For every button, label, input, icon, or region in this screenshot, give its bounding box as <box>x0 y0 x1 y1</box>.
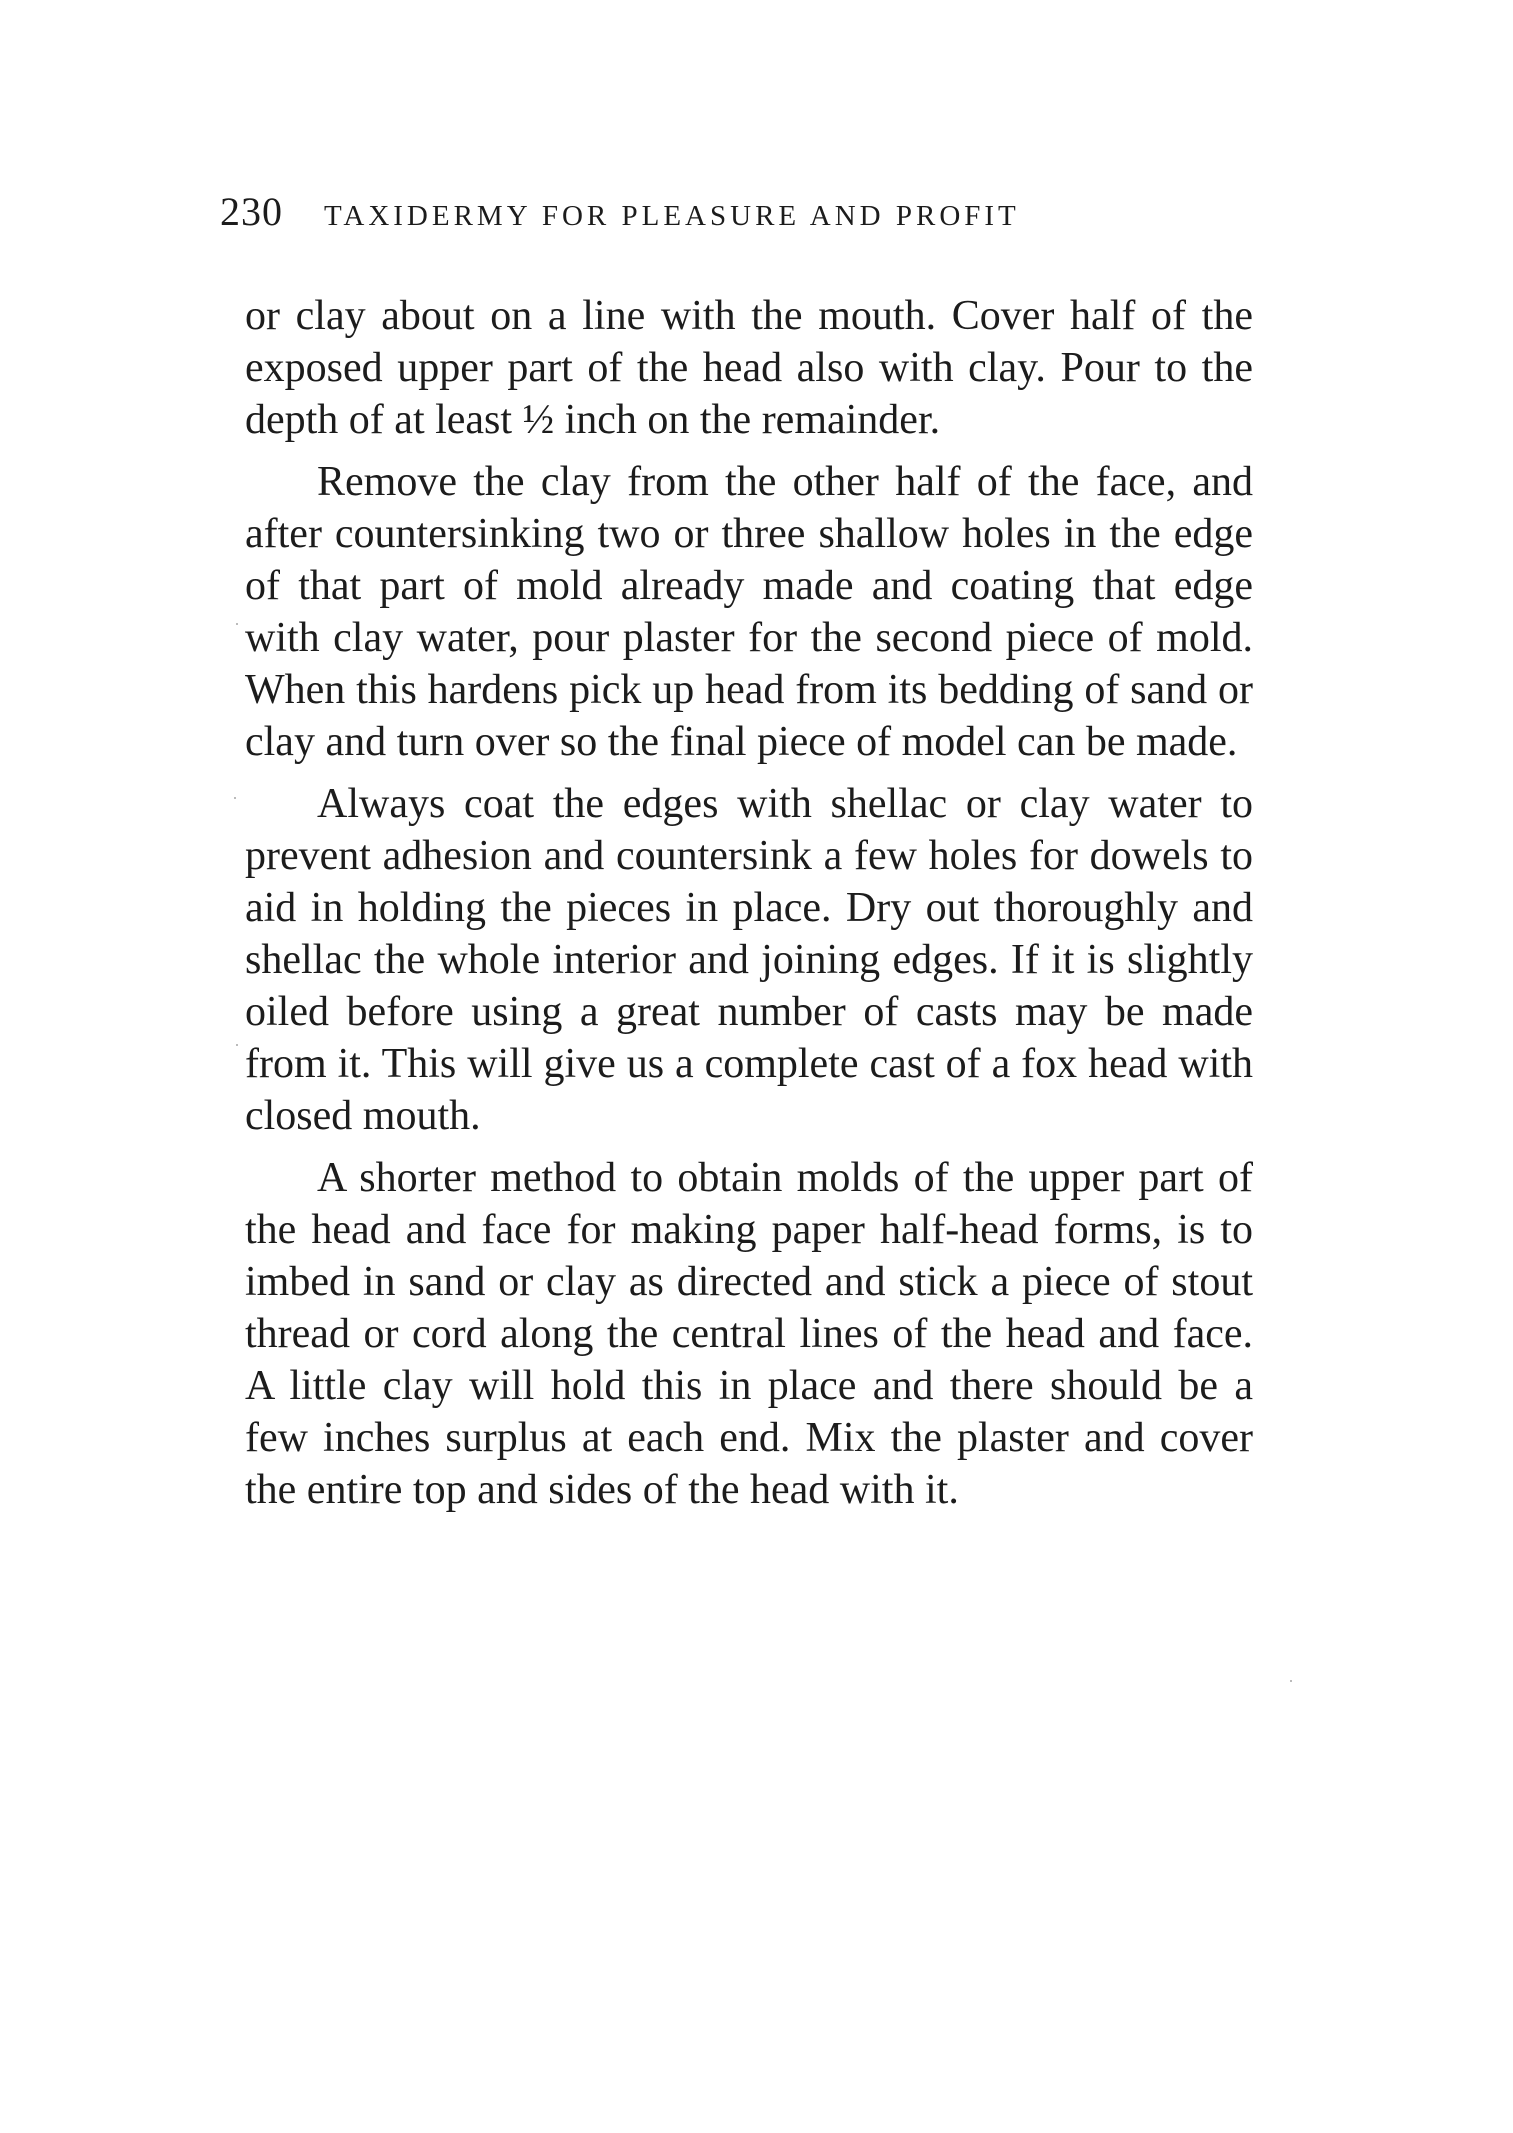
page-number: 230 <box>220 189 283 234</box>
scan-speck <box>234 797 236 799</box>
running-head <box>220 188 1260 235</box>
running-title: TAXIDERMY FOR PLEASURE AND PROFIT <box>324 200 1020 232</box>
scan-speck <box>1290 1680 1292 1682</box>
body-text <box>245 290 1253 1516</box>
paragraph-3: Always coat the edges with shellac or clay water to prevent adhesion and countersink a few holes for dowels to aid in holding the pieces in place. Dry out thoroughly and shellac the whole interior and joining edges. If it is slightly oiled before using a great number of casts may be made from it. This will give us a complete cast of a fox head with closed mouth. <box>245 781 1253 1139</box>
paragraph-4: A shorter method to obtain molds of the upper part of the head and face for making paper half-head forms, is to imbed in sand or clay as directed and stick a piece of stout thread or cord along the central lines of the head and face. A little clay will hold this in place and there should be a few inches surplus at each end. Mix the plaster and cover the entire top and sides of the head with it. <box>245 1155 1253 1513</box>
scan-speck <box>236 1044 238 1046</box>
paragraph-1: or clay about on a line with the mouth. Cover half of the exposed upper part of the head also with clay. Pour to the depth of at least ½ inch on the remainder. <box>245 293 1253 443</box>
paragraph-2: Remove the clay from the other half of the face, and after countersinking two or three shallow holes in the edge of that part of mold already made and coating that edge with clay water, pour plaster for the second piece of mold. When this hardens pick up head from its bedding of sand or clay and turn over so the final piece of model can be made. <box>245 459 1253 765</box>
scan-speck <box>236 623 238 625</box>
